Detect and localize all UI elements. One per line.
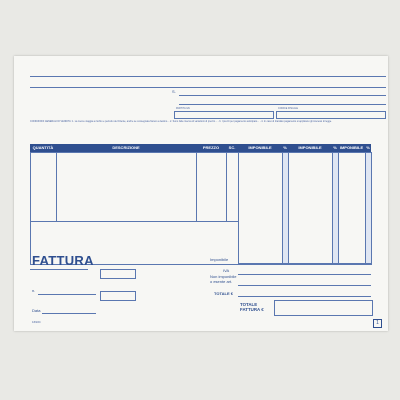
col-header-imponibile-1: IMPONIBILE [248,145,272,150]
col-divider [332,152,333,263]
totale-label: TOTALE € [214,291,233,296]
codice-fiscale-field[interactable] [276,111,386,119]
col-divider [56,152,57,221]
iva-label: IVA [223,268,230,273]
totale-fattura-field[interactable] [274,300,373,316]
col-divider [365,152,366,263]
col-header-perc-3: % [366,145,370,150]
address-line-1[interactable] [30,76,386,77]
col-header-sconto: SC. [228,145,236,150]
fattura-title: FATTURA [32,253,94,268]
table-body-divider [30,221,238,222]
partita-iva-label: PARTITA IVA [176,107,190,110]
imponibile-label: Imponibile [210,257,229,262]
data-line[interactable] [42,313,96,314]
col-header-imponibile-2: IMPONIBILE [298,145,322,150]
page-number: 1 [373,319,382,328]
codice-fiscale-label: CODICE FISCALE [278,107,298,110]
col-header-prezzo: PREZZO [202,145,220,150]
col-divider [238,152,239,263]
imponibile-row [238,263,371,264]
address-line-3[interactable] [179,95,386,96]
totals-row-3 [238,296,371,297]
col-divider [288,152,289,263]
col-divider [196,152,197,221]
data-field-top[interactable] [100,291,136,301]
col-header-perc-1: % [283,145,287,150]
partita-iva-field[interactable] [174,111,274,119]
col-divider [338,152,339,263]
address-line-2[interactable] [30,87,386,88]
data-label: Data [32,308,41,313]
col-divider [282,152,283,263]
invoice-sheet [14,56,388,331]
numero-field[interactable] [100,269,136,279]
col-header-descrizione: DESCRIZIONE [112,145,140,150]
col-divider [226,152,227,221]
address-line-4[interactable] [179,104,386,105]
totals-row-1 [238,274,371,275]
col-header-imponibile-3: IMPONIBILE [339,145,364,150]
col-header-quantita: QUANTITÀ [32,145,54,150]
non-imponibile-label: Non imponibile o esente art. [210,274,237,284]
col-header-perc-2: % [333,145,337,150]
s-label: S. [172,89,176,94]
fattura-underline [30,269,88,270]
conditions-text: CONDIZIONI GENERALI DI VENDITA: 1. La merce viaggia a rischio e pericolo del Cliente, anche se consegnata franco a destino. - 2. Sono fatte riserva di variazioni di prezzo... - 3. I prezzi per pagamento anticipato... - 4. In caso di ritardato pagamento si applicano gli interessi di legge. [30,120,332,123]
table-header [30,144,371,152]
n-label: n. [32,288,36,293]
table-body[interactable] [30,152,372,265]
n-line[interactable] [38,294,96,295]
totale-fattura-label: TOTALE FATTURA € [240,302,264,312]
form-code: 1693C [32,320,41,324]
totals-row-2 [238,285,371,286]
